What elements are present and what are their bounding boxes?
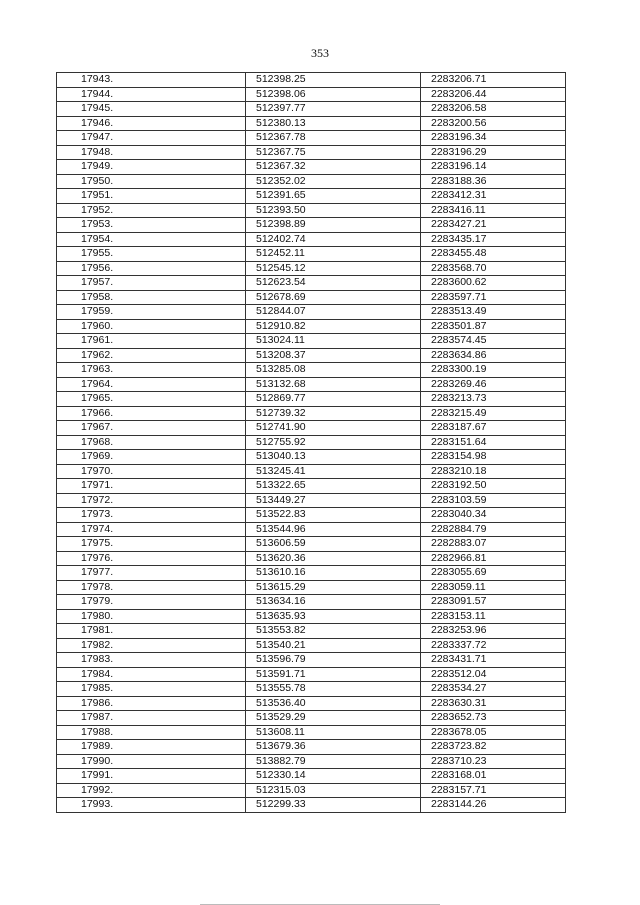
easting-cell: 513882.79: [246, 754, 421, 769]
table-row: [57, 798, 566, 813]
table-row: [57, 189, 566, 204]
northing-cell: 2283040.34: [421, 508, 566, 523]
table-row: [57, 435, 566, 450]
northing-cell: 2283723.82: [421, 740, 566, 755]
point-number-cell: 17993.: [57, 798, 246, 813]
northing-cell: 2283253.96: [421, 624, 566, 639]
point-number-cell: 17969.: [57, 450, 246, 465]
table-row: [57, 551, 566, 566]
northing-cell: 2283455.48: [421, 247, 566, 262]
point-number-cell: 17986.: [57, 696, 246, 711]
table-row: [57, 638, 566, 653]
table-row: [57, 392, 566, 407]
northing-cell: 2283534.27: [421, 682, 566, 697]
easting-cell: 512755.92: [246, 435, 421, 450]
easting-cell: 512398.25: [246, 73, 421, 88]
table-row: [57, 290, 566, 305]
northing-cell: 2283678.05: [421, 725, 566, 740]
point-number-cell: 17943.: [57, 73, 246, 88]
point-number-cell: 17957.: [57, 276, 246, 291]
easting-cell: 512398.06: [246, 87, 421, 102]
easting-cell: 512739.32: [246, 406, 421, 421]
northing-cell: 2282966.81: [421, 551, 566, 566]
easting-cell: 513285.08: [246, 363, 421, 378]
northing-cell: 2282884.79: [421, 522, 566, 537]
easting-cell: 513245.41: [246, 464, 421, 479]
point-number-cell: 17982.: [57, 638, 246, 653]
northing-cell: 2283153.11: [421, 609, 566, 624]
coordinate-table: [56, 72, 566, 813]
easting-cell: 512391.65: [246, 189, 421, 204]
point-number-cell: 17945.: [57, 102, 246, 117]
northing-cell: 2283337.72: [421, 638, 566, 653]
point-number-cell: 17953.: [57, 218, 246, 233]
point-number-cell: 17985.: [57, 682, 246, 697]
easting-cell: 513634.16: [246, 595, 421, 610]
easting-cell: 512367.78: [246, 131, 421, 146]
easting-cell: 513620.36: [246, 551, 421, 566]
easting-cell: 512623.54: [246, 276, 421, 291]
northing-cell: 2283168.01: [421, 769, 566, 784]
table-row: [57, 160, 566, 175]
easting-cell: 513449.27: [246, 493, 421, 508]
table-row: [57, 624, 566, 639]
table-row: [57, 696, 566, 711]
point-number-cell: 17976.: [57, 551, 246, 566]
northing-cell: 2283200.56: [421, 116, 566, 131]
northing-cell: 2283103.59: [421, 493, 566, 508]
table-row: [57, 116, 566, 131]
point-number-cell: 17954.: [57, 232, 246, 247]
easting-cell: 512330.14: [246, 769, 421, 784]
point-number-cell: 17948.: [57, 145, 246, 160]
easting-cell: 513536.40: [246, 696, 421, 711]
point-number-cell: 17984.: [57, 667, 246, 682]
easting-cell: 513635.93: [246, 609, 421, 624]
coordinate-table-body: [57, 73, 566, 813]
point-number-cell: 17952.: [57, 203, 246, 218]
table-row: [57, 363, 566, 378]
table-row: [57, 450, 566, 465]
point-number-cell: 17951.: [57, 189, 246, 204]
point-number-cell: 17963.: [57, 363, 246, 378]
table-row: [57, 754, 566, 769]
easting-cell: 513544.96: [246, 522, 421, 537]
easting-cell: 512315.03: [246, 783, 421, 798]
point-number-cell: 17979.: [57, 595, 246, 610]
point-number-cell: 17967.: [57, 421, 246, 436]
northing-cell: 2283300.19: [421, 363, 566, 378]
easting-cell: 513208.37: [246, 348, 421, 363]
point-number-cell: 17975.: [57, 537, 246, 552]
easting-cell: 512678.69: [246, 290, 421, 305]
table-row: [57, 522, 566, 537]
northing-cell: 2283187.67: [421, 421, 566, 436]
easting-cell: 512367.75: [246, 145, 421, 160]
easting-cell: 512398.89: [246, 218, 421, 233]
table-row: [57, 653, 566, 668]
northing-cell: 2283157.71: [421, 783, 566, 798]
northing-cell: 2283568.70: [421, 261, 566, 276]
table-row: [57, 682, 566, 697]
table-row: [57, 305, 566, 320]
table-row: [57, 261, 566, 276]
table-row: [57, 145, 566, 160]
easting-cell: 512393.50: [246, 203, 421, 218]
easting-cell: 512910.82: [246, 319, 421, 334]
easting-cell: 512869.77: [246, 392, 421, 407]
point-number-cell: 17972.: [57, 493, 246, 508]
northing-cell: 2283574.45: [421, 334, 566, 349]
easting-cell: 513610.16: [246, 566, 421, 581]
point-number-cell: 17965.: [57, 392, 246, 407]
northing-cell: 2283652.73: [421, 711, 566, 726]
northing-cell: 2283512.04: [421, 667, 566, 682]
point-number-cell: 17990.: [57, 754, 246, 769]
table-row: [57, 218, 566, 233]
northing-cell: 2282883.07: [421, 537, 566, 552]
northing-cell: 2283431.71: [421, 653, 566, 668]
table-row: [57, 769, 566, 784]
table-row: [57, 566, 566, 581]
northing-cell: 2283435.17: [421, 232, 566, 247]
table-row: [57, 334, 566, 349]
point-number-cell: 17950.: [57, 174, 246, 189]
easting-cell: 512545.12: [246, 261, 421, 276]
point-number-cell: 17973.: [57, 508, 246, 523]
point-number-cell: 17977.: [57, 566, 246, 581]
easting-cell: 512402.74: [246, 232, 421, 247]
easting-cell: 512367.32: [246, 160, 421, 175]
easting-cell: 513553.82: [246, 624, 421, 639]
easting-cell: 512352.02: [246, 174, 421, 189]
table-row: [57, 508, 566, 523]
table-row: [57, 406, 566, 421]
table-row: [57, 493, 566, 508]
point-number-cell: 17987.: [57, 711, 246, 726]
northing-cell: 2283055.69: [421, 566, 566, 581]
easting-cell: 513522.83: [246, 508, 421, 523]
easting-cell: 512452.11: [246, 247, 421, 262]
easting-cell: 512299.33: [246, 798, 421, 813]
point-number-cell: 17949.: [57, 160, 246, 175]
easting-cell: 513040.13: [246, 450, 421, 465]
table-row: [57, 232, 566, 247]
point-number-cell: 17971.: [57, 479, 246, 494]
table-row: [57, 174, 566, 189]
northing-cell: 2283416.11: [421, 203, 566, 218]
table-row: [57, 247, 566, 262]
point-number-cell: 17981.: [57, 624, 246, 639]
northing-cell: 2283196.34: [421, 131, 566, 146]
point-number-cell: 17958.: [57, 290, 246, 305]
point-number-cell: 17944.: [57, 87, 246, 102]
point-number-cell: 17988.: [57, 725, 246, 740]
point-number-cell: 17992.: [57, 783, 246, 798]
northing-cell: 2283210.18: [421, 464, 566, 479]
point-number-cell: 17978.: [57, 580, 246, 595]
table-row: [57, 580, 566, 595]
easting-cell: 513679.36: [246, 740, 421, 755]
table-row: [57, 609, 566, 624]
point-number-cell: 17974.: [57, 522, 246, 537]
point-number-cell: 17980.: [57, 609, 246, 624]
easting-cell: 513024.11: [246, 334, 421, 349]
northing-cell: 2283059.11: [421, 580, 566, 595]
easting-cell: 513606.59: [246, 537, 421, 552]
easting-cell: 513529.29: [246, 711, 421, 726]
northing-cell: 2283144.26: [421, 798, 566, 813]
northing-cell: 2283154.98: [421, 450, 566, 465]
northing-cell: 2283427.21: [421, 218, 566, 233]
easting-cell: 513608.11: [246, 725, 421, 740]
northing-cell: 2283196.29: [421, 145, 566, 160]
northing-cell: 2283206.71: [421, 73, 566, 88]
northing-cell: 2283215.49: [421, 406, 566, 421]
northing-cell: 2283269.46: [421, 377, 566, 392]
easting-cell: 513132.68: [246, 377, 421, 392]
table-row: [57, 203, 566, 218]
page-number: 353: [311, 46, 329, 60]
northing-cell: 2283630.31: [421, 696, 566, 711]
easting-cell: 512380.13: [246, 116, 421, 131]
easting-cell: 513322.65: [246, 479, 421, 494]
point-number-cell: 17968.: [57, 435, 246, 450]
point-number-cell: 17961.: [57, 334, 246, 349]
table-row: [57, 479, 566, 494]
point-number-cell: 17955.: [57, 247, 246, 262]
northing-cell: 2283188.36: [421, 174, 566, 189]
northing-cell: 2283206.58: [421, 102, 566, 117]
easting-cell: 512397.77: [246, 102, 421, 117]
northing-cell: 2283192.50: [421, 479, 566, 494]
table-row: [57, 102, 566, 117]
table-row: [57, 276, 566, 291]
easting-cell: 513615.29: [246, 580, 421, 595]
northing-cell: 2283513.49: [421, 305, 566, 320]
easting-cell: 513591.71: [246, 667, 421, 682]
point-number-cell: 17956.: [57, 261, 246, 276]
northing-cell: 2283710.23: [421, 754, 566, 769]
table-row: [57, 711, 566, 726]
table-row: [57, 377, 566, 392]
point-number-cell: 17959.: [57, 305, 246, 320]
table-row: [57, 73, 566, 88]
table-row: [57, 740, 566, 755]
table-row: [57, 595, 566, 610]
table-row: [57, 537, 566, 552]
point-number-cell: 17966.: [57, 406, 246, 421]
table-row: [57, 348, 566, 363]
northing-cell: 2283213.73: [421, 392, 566, 407]
table-row: [57, 667, 566, 682]
northing-cell: 2283634.86: [421, 348, 566, 363]
table-row: [57, 725, 566, 740]
point-number-cell: 17947.: [57, 131, 246, 146]
easting-cell: 512844.07: [246, 305, 421, 320]
northing-cell: 2283206.44: [421, 87, 566, 102]
easting-cell: 512741.90: [246, 421, 421, 436]
point-number-cell: 17946.: [57, 116, 246, 131]
point-number-cell: 17962.: [57, 348, 246, 363]
northing-cell: 2283196.14: [421, 160, 566, 175]
point-number-cell: 17964.: [57, 377, 246, 392]
point-number-cell: 17991.: [57, 769, 246, 784]
easting-cell: 513596.79: [246, 653, 421, 668]
point-number-cell: 17989.: [57, 740, 246, 755]
table-row: [57, 87, 566, 102]
northing-cell: 2283091.57: [421, 595, 566, 610]
point-number-cell: 17983.: [57, 653, 246, 668]
northing-cell: 2283412.31: [421, 189, 566, 204]
table-row: [57, 319, 566, 334]
northing-cell: 2283600.62: [421, 276, 566, 291]
table-row: [57, 421, 566, 436]
northing-cell: 2283501.87: [421, 319, 566, 334]
table-row: [57, 783, 566, 798]
northing-cell: 2283151.64: [421, 435, 566, 450]
northing-cell: 2283597.71: [421, 290, 566, 305]
easting-cell: 513540.21: [246, 638, 421, 653]
easting-cell: 513555.78: [246, 682, 421, 697]
table-row: [57, 464, 566, 479]
point-number-cell: 17960.: [57, 319, 246, 334]
table-row: [57, 131, 566, 146]
point-number-cell: 17970.: [57, 464, 246, 479]
